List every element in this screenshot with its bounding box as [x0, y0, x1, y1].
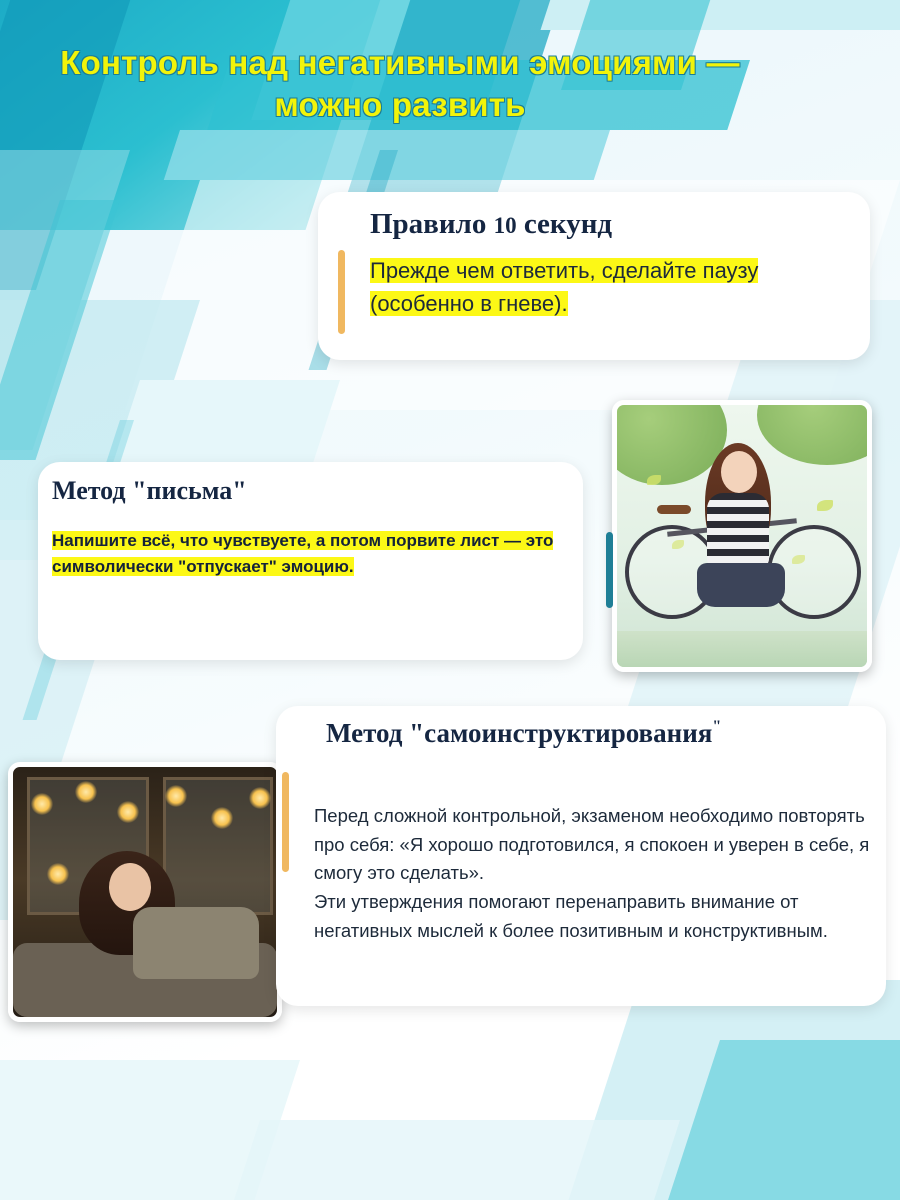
- heading-text-tail: секунд: [516, 208, 613, 240]
- photo-girl-with-bicycle: [612, 400, 872, 672]
- heading-number: 10: [493, 213, 517, 238]
- heading-text: Метод "самоинструктирования: [326, 718, 713, 748]
- photo-girl-resting-by-window: [8, 762, 282, 1022]
- heading-text-main: Правило: [370, 208, 494, 240]
- heading-closing-quote: ": [712, 718, 722, 735]
- card-accent-bar: [338, 250, 345, 334]
- string-light-icon: [249, 787, 271, 809]
- sweater: [133, 907, 259, 979]
- card-self-instruction-method: [276, 706, 886, 1006]
- highlighted-text: Напишите всё, что чувствуете, а потом порвите лист — это символически "отпускает" эмоцию.: [52, 531, 554, 577]
- string-light-icon: [165, 785, 187, 807]
- slide-title: Контроль над негативными эмоциями — можно развить: [60, 44, 740, 124]
- card-letter-method: [38, 462, 583, 660]
- string-light-icon: [47, 863, 69, 885]
- bicycle-saddle: [657, 505, 691, 514]
- face: [109, 863, 151, 911]
- string-light-icon: [75, 781, 97, 803]
- card-rule-10-seconds-body: [370, 254, 810, 320]
- highlighted-text: Прежде чем ответить, сделайте паузу (особенно в гневе).: [370, 258, 759, 316]
- card-rule-10-seconds: [318, 192, 870, 360]
- card-self-instruction-method-body: Перед сложной контрольной, экзаменом необходимо повторять про себя: «Я хорошо подготовился, я спокоен и уверен в себе, я смогу это сделать». Эти утверждения помогают перенаправить внимание от негативных мыслей к более позитивным и конструктивным.: [314, 805, 870, 941]
- card-accent-bar: [606, 532, 613, 608]
- ground: [617, 631, 867, 667]
- legs: [697, 563, 785, 607]
- bg-shape-bottom-4: [221, 1120, 680, 1200]
- string-light-icon: [31, 793, 53, 815]
- string-light-icon: [211, 807, 233, 829]
- card-self-instruction-method-heading: [326, 718, 721, 749]
- string-light-icon: [117, 801, 139, 823]
- striped-sweater: [707, 493, 769, 567]
- card-letter-method-body: [52, 528, 562, 581]
- card-letter-method-heading: Метод "письма": [52, 476, 247, 505]
- card-accent-bar: [282, 772, 289, 872]
- card-rule-10-seconds-heading: [370, 208, 612, 241]
- face: [721, 451, 757, 493]
